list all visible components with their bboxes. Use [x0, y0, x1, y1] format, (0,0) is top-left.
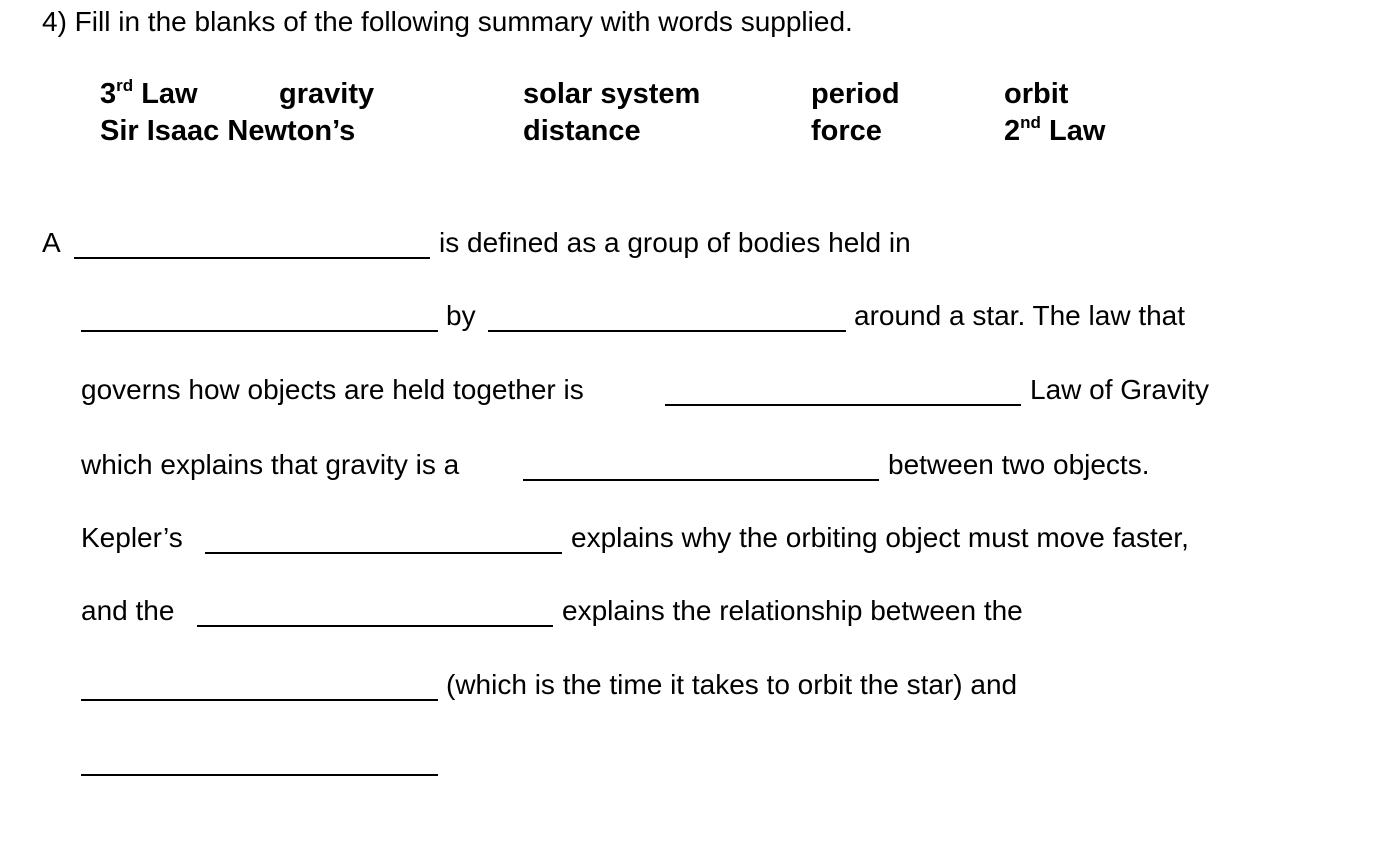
- summary-line6-after: explains the relationship between the: [562, 595, 1023, 626]
- word-gravity[interactable]: gravity: [279, 78, 375, 110]
- blank-4[interactable]: [665, 404, 1021, 406]
- blank-5[interactable]: [523, 479, 879, 481]
- word-force[interactable]: force: [811, 115, 882, 147]
- word-solar-system[interactable]: solar system: [523, 78, 701, 110]
- word-second-law-sup: nd: [1020, 113, 1041, 133]
- summary-line5-after: explains why the orbiting object must move faster,: [571, 522, 1189, 553]
- summary-line7-after: (which is the time it takes to orbit the star) and: [446, 669, 1018, 700]
- word-second-law-num: 2: [1004, 115, 1021, 147]
- word-second-law[interactable]: [1004, 113, 1106, 147]
- summary-line1-text: is defined as a group of bodies held in: [439, 227, 911, 258]
- blank-9[interactable]: [81, 774, 438, 776]
- word-distance[interactable]: distance: [523, 115, 641, 147]
- summary-line6-before: and the: [81, 595, 175, 626]
- summary-line2-by: by: [446, 300, 476, 331]
- summary-line3-before: governs how objects are held together is: [81, 374, 584, 405]
- summary-line2-text: around a star. The law that: [854, 300, 1186, 331]
- question-title: 4) Fill in the blanks of the following summary with words supplied.: [42, 6, 853, 37]
- blank-3[interactable]: [488, 330, 846, 332]
- word-second-law-text: Law: [1040, 115, 1106, 147]
- blank-6[interactable]: [205, 552, 562, 554]
- word-third-law-sup: rd: [116, 76, 134, 96]
- blank-8[interactable]: [81, 699, 438, 701]
- word-third-law-text: Law: [133, 78, 198, 110]
- word-period[interactable]: period: [811, 78, 900, 110]
- blank-1[interactable]: [74, 257, 430, 259]
- word-orbit[interactable]: orbit: [1004, 78, 1069, 110]
- blank-2[interactable]: [81, 330, 438, 332]
- word-third-law-num: 3: [100, 78, 117, 110]
- summary-line3-after: Law of Gravity: [1030, 374, 1209, 405]
- word-third-law[interactable]: [100, 76, 198, 110]
- word-newton[interactable]: Sir Isaac Newton’s: [100, 115, 356, 147]
- summary-line5-before: Kepler’s: [81, 522, 183, 553]
- blank-7[interactable]: [197, 625, 553, 627]
- summary-line4-before: which explains that gravity is a: [81, 449, 460, 480]
- summary-line1-prefix: A: [42, 227, 61, 258]
- summary-line4-after: between two objects.: [888, 449, 1150, 480]
